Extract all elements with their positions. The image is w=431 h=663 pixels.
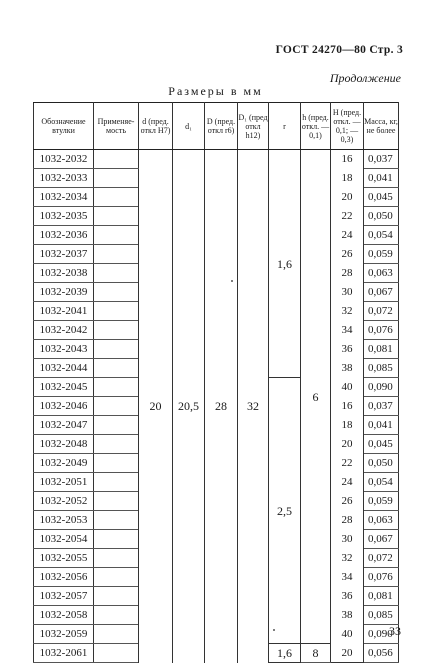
applicability-cell: [94, 397, 139, 416]
height-cell: 18: [331, 169, 364, 188]
h-value-cell: 8: [301, 644, 331, 663]
designation-cell: 1032-2036: [34, 226, 94, 245]
height-cell: 24: [331, 473, 364, 492]
designation-cell: 1032-2047: [34, 416, 94, 435]
applicability-cell: [94, 549, 139, 568]
height-cell: 20: [331, 188, 364, 207]
mass-cell: 0,063: [364, 264, 399, 283]
mass-cell: 0,041: [364, 416, 399, 435]
mass-cell: 0,050: [364, 207, 399, 226]
applicability-cell: [94, 416, 139, 435]
designation-cell: 1032-2052: [34, 492, 94, 511]
applicability-cell: [94, 435, 139, 454]
applicability-cell: [94, 321, 139, 340]
designation-cell: 1032-2056: [34, 568, 94, 587]
col-header-D1: D₁ (пред откл h12): [238, 103, 269, 150]
height-cell: 40: [331, 625, 364, 644]
applicability-cell: [94, 150, 139, 169]
applicability-cell: [94, 245, 139, 264]
height-cell: 40: [331, 378, 364, 397]
height-cell: 36: [331, 340, 364, 359]
mass-cell: 0,037: [364, 150, 399, 169]
height-cell: 22: [331, 454, 364, 473]
designation-cell: 1032-2054: [34, 530, 94, 549]
mass-cell: 0,037: [364, 397, 399, 416]
page-number: 33: [389, 624, 401, 638]
mass-cell: 0,090: [364, 625, 399, 644]
mass-cell: 0,076: [364, 568, 399, 587]
applicability-cell: [94, 226, 139, 245]
designation-cell: 1032-2046: [34, 397, 94, 416]
height-cell: 18: [331, 416, 364, 435]
designation-cell: 1032-2053: [34, 511, 94, 530]
col-header-mass: Масса, кг, не более: [364, 103, 399, 150]
applicability-cell: [94, 454, 139, 473]
mass-cell: 0,085: [364, 359, 399, 378]
applicability-cell: [94, 530, 139, 549]
applicability-cell: [94, 492, 139, 511]
mass-cell: 0,081: [364, 340, 399, 359]
mass-cell: 0,076: [364, 321, 399, 340]
mass-cell: 0,056: [364, 644, 399, 663]
applicability-cell: [94, 283, 139, 302]
designation-cell: 1032-2048: [34, 435, 94, 454]
height-cell: 16: [331, 397, 364, 416]
col-header-D: D (пред. откл r6): [205, 103, 238, 150]
height-cell: 16: [331, 150, 364, 169]
table-caption: Размеры в мм: [168, 84, 263, 98]
col-header-applicability: Применяе-мость: [94, 103, 139, 150]
applicability-cell: [94, 169, 139, 188]
table-body: [34, 150, 399, 663]
col-header-code: Обозначение втулки: [34, 103, 94, 150]
scan-speck: [231, 280, 233, 282]
mass-cell: 0,067: [364, 530, 399, 549]
applicability-cell: [94, 511, 139, 530]
designation-cell: 1032-2033: [34, 169, 94, 188]
designation-cell: 1032-2049: [34, 454, 94, 473]
continuation-label: Продолжение: [329, 71, 401, 85]
applicability-cell: [94, 264, 139, 283]
col-header-H: H (пред. откл. —0,1; —0,3): [331, 103, 364, 150]
mass-cell: 0,054: [364, 473, 399, 492]
height-cell: 32: [331, 302, 364, 321]
applicability-cell: [94, 302, 139, 321]
applicability-cell: [94, 625, 139, 644]
mass-cell: 0,072: [364, 549, 399, 568]
dimensions-table: [33, 102, 399, 663]
height-cell: 26: [331, 492, 364, 511]
designation-cell: 1032-2055: [34, 549, 94, 568]
r-value-cell: 1,6: [269, 644, 301, 663]
d1-value-cell: 20,5: [173, 150, 205, 663]
standard-header: ГОСТ 24270—80 Стр. 3: [275, 44, 403, 56]
scan-speck: [273, 629, 275, 631]
height-cell: 30: [331, 530, 364, 549]
designation-cell: 1032-2058: [34, 606, 94, 625]
height-cell: 20: [331, 435, 364, 454]
designation-cell: 1032-2045: [34, 378, 94, 397]
D-value-cell: 28: [205, 150, 238, 663]
r-value-cell: 2,5: [269, 378, 301, 644]
height-cell: 24: [331, 226, 364, 245]
designation-cell: 1032-2057: [34, 587, 94, 606]
applicability-cell: [94, 340, 139, 359]
mass-cell: 0,059: [364, 245, 399, 264]
height-cell: 22: [331, 207, 364, 226]
mass-cell: 0,067: [364, 283, 399, 302]
height-cell: 30: [331, 283, 364, 302]
mass-cell: 0,090: [364, 378, 399, 397]
mass-cell: 0,041: [364, 169, 399, 188]
height-cell: 32: [331, 549, 364, 568]
height-cell: 26: [331, 245, 364, 264]
applicability-cell: [94, 606, 139, 625]
designation-cell: 1032-2043: [34, 340, 94, 359]
applicability-cell: [94, 473, 139, 492]
col-header-r: r: [269, 103, 301, 150]
designation-cell: 1032-2037: [34, 245, 94, 264]
table-row: [34, 150, 399, 169]
r-value-cell: 1,6: [269, 150, 301, 378]
designation-cell: 1032-2038: [34, 264, 94, 283]
h-value-cell: 6: [301, 150, 331, 644]
mass-cell: 0,072: [364, 302, 399, 321]
applicability-cell: [94, 207, 139, 226]
applicability-cell: [94, 188, 139, 207]
mass-cell: 0,063: [364, 511, 399, 530]
height-cell: 38: [331, 359, 364, 378]
applicability-cell: [94, 568, 139, 587]
col-header-d1: d₁: [173, 103, 205, 150]
designation-cell: 1032-2039: [34, 283, 94, 302]
height-cell: 20: [331, 644, 364, 663]
designation-cell: 1032-2041: [34, 302, 94, 321]
table-header-row: [34, 103, 399, 150]
designation-cell: 1032-2042: [34, 321, 94, 340]
D1-value-cell: 32: [238, 150, 269, 663]
height-cell: 34: [331, 568, 364, 587]
mass-cell: 0,045: [364, 188, 399, 207]
mass-cell: 0,085: [364, 606, 399, 625]
applicability-cell: [94, 587, 139, 606]
designation-cell: 1032-2032: [34, 150, 94, 169]
height-cell: 34: [331, 321, 364, 340]
height-cell: 28: [331, 264, 364, 283]
designation-cell: 1032-2034: [34, 188, 94, 207]
mass-cell: 0,050: [364, 454, 399, 473]
mass-cell: 0,081: [364, 587, 399, 606]
mass-cell: 0,059: [364, 492, 399, 511]
mass-cell: 0,045: [364, 435, 399, 454]
d-value-cell: 20: [139, 150, 173, 663]
applicability-cell: [94, 644, 139, 663]
col-header-d: d (пред. откл H7): [139, 103, 173, 150]
designation-cell: 1032-2059: [34, 625, 94, 644]
designation-cell: 1032-2035: [34, 207, 94, 226]
col-header-h: h (пред. откл. —0,1): [301, 103, 331, 150]
mass-cell: 0,054: [364, 226, 399, 245]
height-cell: 36: [331, 587, 364, 606]
height-cell: 28: [331, 511, 364, 530]
height-cell: 38: [331, 606, 364, 625]
applicability-cell: [94, 359, 139, 378]
designation-cell: 1032-2044: [34, 359, 94, 378]
applicability-cell: [94, 378, 139, 397]
designation-cell: 1032-2061: [34, 644, 94, 663]
designation-cell: 1032-2051: [34, 473, 94, 492]
